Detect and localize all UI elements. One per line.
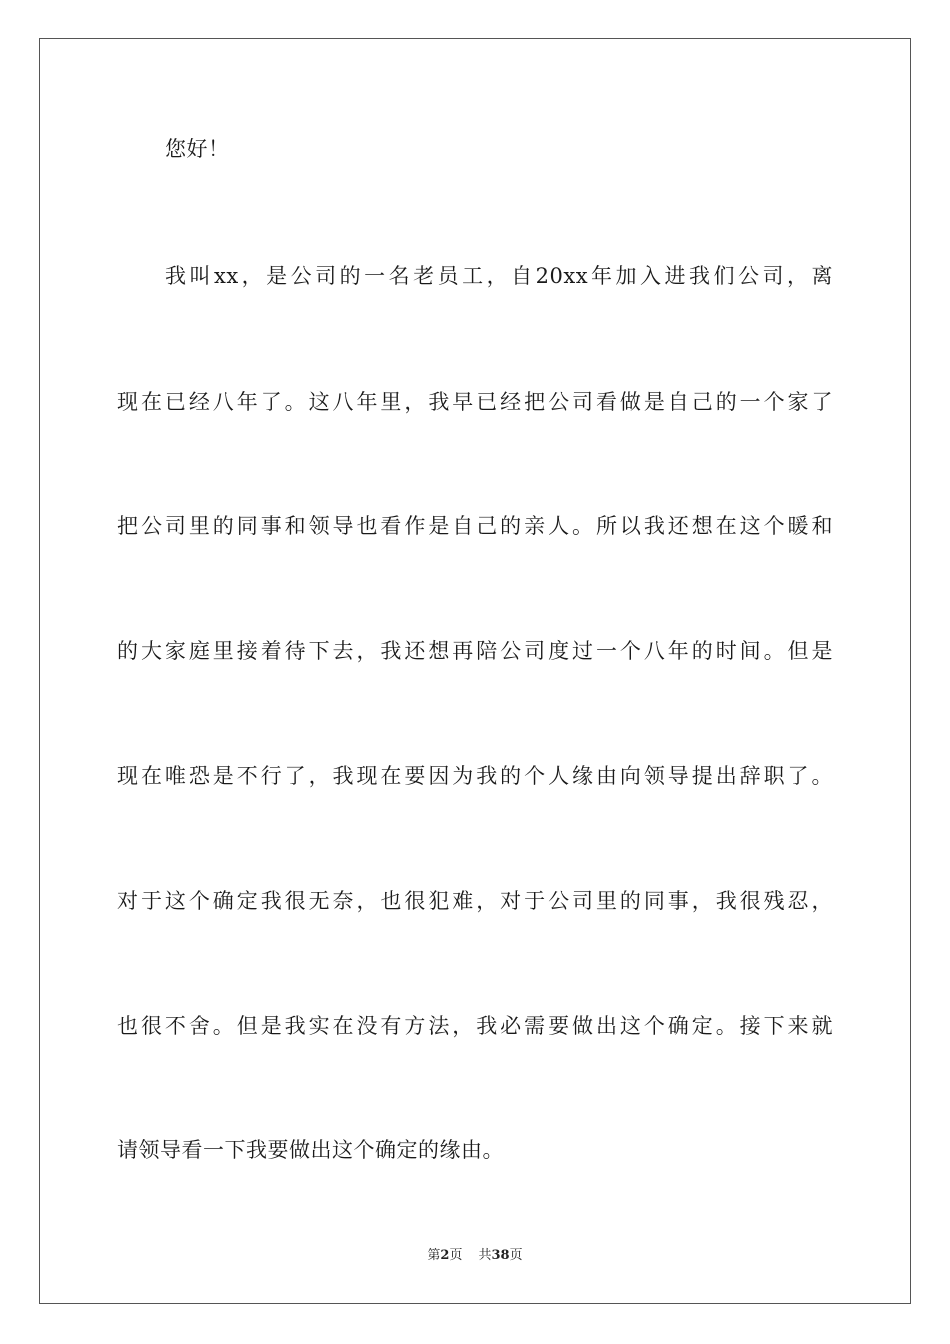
- paragraph-line-5: 现在唯恐是不行了，我现在要因为我的个人缘由向领导提出辞职了。: [117, 764, 833, 788]
- paragraph-line-4: 的大家庭里接着待下去，我还想再陪公司度过一个八年的时间。但是: [117, 639, 833, 663]
- paragraph-line-3: 把公司里的同事和领导也看作是自己的亲人。所以我还想在这个暖和: [117, 514, 833, 538]
- greeting: 您好！: [165, 137, 230, 161]
- page-footer: [0, 1247, 950, 1265]
- page-label-suffix: 页: [449, 1248, 463, 1263]
- page-border: [39, 38, 911, 1304]
- page-label-prefix: 第: [427, 1248, 441, 1263]
- total-label-prefix: 共: [478, 1248, 492, 1263]
- paragraph-line-7: 也很不舍。但是我实在没有方法，我必需要做出这个确定。接下来就: [117, 1014, 833, 1038]
- paragraph-line-1: 我叫xx，是公司的一名老员工，自20xx年加入进我们公司，离: [165, 264, 833, 288]
- paragraph-line-6: 对于这个确定我很无奈，也很犯难，对于公司里的同事，我很残忍，: [117, 889, 833, 913]
- total-pages: 38: [491, 1248, 510, 1263]
- total-label-suffix: 页: [509, 1248, 523, 1263]
- paragraph-line-2: 现在已经八年了。这八年里，我早已经把公司看做是自己的一个家了: [117, 390, 833, 414]
- paragraph-line-8: 请领导看一下我要做出这个确定的缘由。: [117, 1138, 504, 1162]
- page-number: 2: [440, 1248, 450, 1263]
